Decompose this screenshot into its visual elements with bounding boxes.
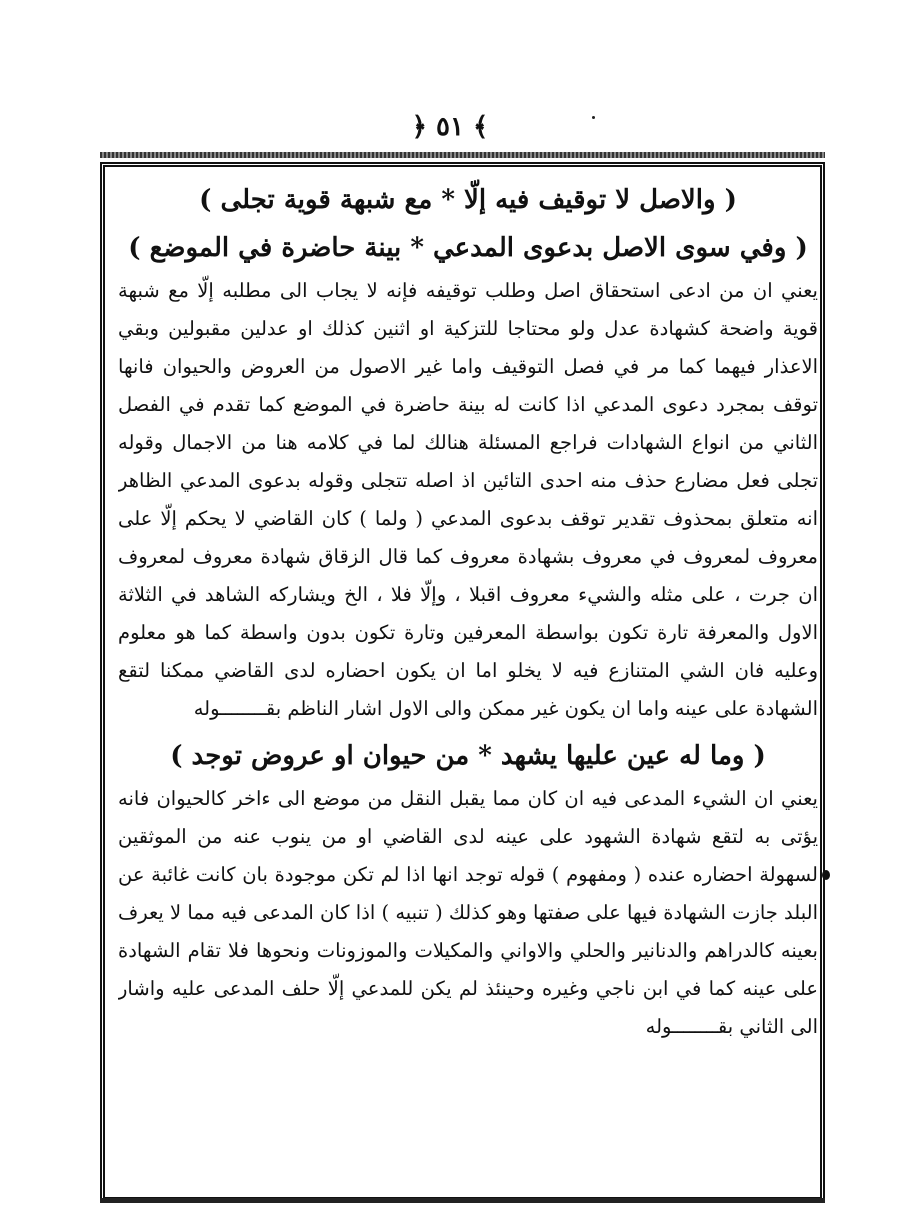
margin-mark	[822, 870, 830, 880]
verse-line-3: ( وما له عين عليها يشهد * من حيوان او عروض توجد )	[170, 741, 766, 771]
page-body	[118, 176, 818, 1191]
page-number: ﴿ ٥١ ﴾	[411, 112, 489, 142]
verse-line-1: ( والاصل لا توقيف فيه إلّا * مع شبهة قوية تجلى )	[199, 185, 737, 215]
verse-line-2: ( وفي سوى الاصل بدعوى المدعي * بينة حاضرة في الموضع )	[128, 233, 808, 263]
top-rule	[100, 152, 825, 158]
commentary-paragraph-1: يعني ان من ادعى استحقاق اصل وطلب توقيفه فإنه لا يجاب الى مطلبه إلّا مع شبهة قوية واضحة كشهادة عدل ولو محتاجا للتزكية او اثنين كذلك او عدلين مقبولين وبقي الاعذار فيهما كما مر في فصل التوقيف واما غير الاصول من العروض والحيوان فانها توقف بمجرد دعوى المدعي اذا كانت له بينة حاضرة في الموضع كما تقدم في الفصل الثاني من انواع الشهادات فراجع المسئلة هنالك لما في كلامه هنا من الاجمال وقوله تجلى فعل مضارع حذف منه احدى التائين اذ اصله تتجلى وقوله بدعوى المدعي الظاهر انه متعلق بمحذوف تقدير توقف بدعوى المدعي ( ولما ) كان القاضي لا يحكم إلّا على معروف لمعروف في معروف بشهادة معروف كما قال الزقاق شهادة معروف لمعروف ان جرت ، على مثله والشيء معروف اقبلا ، وإلّا فلا ، الخ ويشاركه الشاهد في الثلاثة الاول والمعرفة تارة تكون بواسطة المعرفين وتارة تكون بدون واسطة كما هو معلوم وعليه فان الشي المتنازع فيه لا يخلو اما ان يكون احضاره لدى القاضي ممكنا لتقع الشهادة على عينه واما ان يكون غير ممكن والى الاول اشار الناظم بقــــــــوله	[118, 279, 818, 720]
ink-speck	[592, 116, 595, 119]
bottom-rule	[100, 1198, 825, 1203]
commentary-paragraph-2: يعني ان الشيء المدعى فيه ان كان مما يقبل النقل من موضع الى ءاخر كالحيوان فانه يؤتى به لتقع شهادة الشهود على عينه لدى القاضي او من ينوب عنه من الموثقين لسهولة احضاره عنده ( ومفهوم ) قوله توجد انها اذا لم تكن موجودة بان كانت غائبة عن البلد جازت الشهادة فيها على صفتها وهو كذلك ( تنبيه ) اذا كان المدعى فيه مما لا يعرف بعينه كالدراهم والدنانير والحلي والاواني والمكيلات والموزونات ونحوها فلا تقام الشهادة على عينه كما في ابن ناجي وغيره وحينئذ لم يكن للمدعي إلّا حلف المدعى عليه واشار الى الثاني بقــــــــوله	[118, 787, 818, 1038]
